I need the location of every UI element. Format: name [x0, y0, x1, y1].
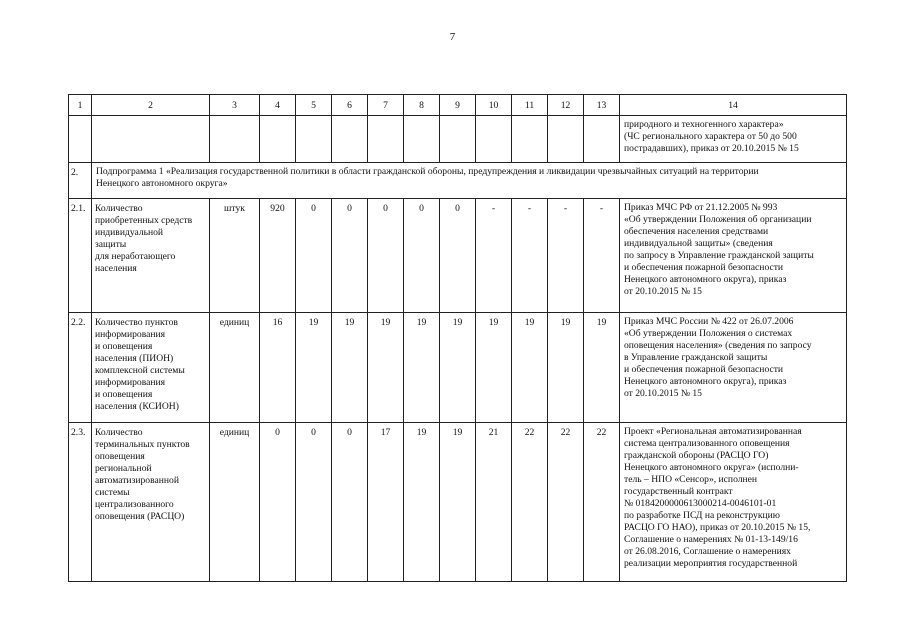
value-cell: 0: [332, 199, 368, 313]
row-index: 2.3.: [69, 423, 92, 582]
continuation-row: [69, 116, 847, 163]
source-document-cell: Проект «Региональная автоматизированная система централизованного оповещения гражданской обороны (РАСЦО ГО) Ненецкого автономного округа» (исполни- тель – НПО «Сенсор», исполнен государственный контракт № 0184200000613000214-0046101-01 по разработке ПСД на реконструкцию РАСЦО ГО НАО), приказ от 20.10.2015 № 15, Соглашение о намерениях № 01-13-149/16 от 26.08.2016, Соглашение о намерениях реализации мероприятия государственной: [620, 423, 847, 582]
value-cell: 22: [548, 423, 584, 582]
header-cell: 6: [332, 95, 368, 116]
value-cell: 19: [368, 313, 404, 423]
header-cell: 9: [440, 95, 476, 116]
value-cell: 0: [332, 423, 368, 582]
value-cell: 0: [404, 199, 440, 313]
value-cell: 0: [296, 423, 332, 582]
header-cell: 1: [69, 95, 92, 116]
header-cell: 2: [92, 95, 210, 116]
value-cell: 17: [368, 423, 404, 582]
row-index: 2.2.: [69, 313, 92, 423]
header-row: [69, 95, 847, 116]
source-document-cell: Приказ МЧС РФ от 21.12.2005 № 993 «Об утверждении Положения об организации обеспечения населения средствами индивидуальной защиты» (сведения по запросу в Управление гражданской защиты и обеспечения пожарной безопасности Ненецкого автономного округа), приказ от 20.10.2015 № 15: [620, 199, 847, 313]
unit-cell: штук: [210, 199, 260, 313]
table-row: [69, 423, 847, 582]
value-cell: 0: [368, 199, 404, 313]
indicators-table: [68, 94, 847, 582]
header-cell: 12: [548, 95, 584, 116]
value-cell: 19: [440, 313, 476, 423]
table-row: [69, 313, 847, 423]
header-cell: 4: [260, 95, 296, 116]
indicator-name: Количество терминальных пунктов оповещения региональной автоматизированной системы централизованного оповещения (РАСЦО): [92, 423, 210, 582]
subprogram-title: Подпрограмма 1 «Реализация государственной политики в области гражданской обороны, предупреждения и ликвидации чрезвычайных ситуаций на территории Ненецкого автономного округа»: [92, 163, 847, 199]
value-cell: 0: [440, 199, 476, 313]
unit-cell: единиц: [210, 313, 260, 423]
value-cell: 19: [332, 313, 368, 423]
indicator-name: Количество приобретенных средств индивидуальной защиты для неработающего населения: [92, 199, 210, 313]
value-cell: 22: [584, 423, 620, 582]
unit-cell: единиц: [210, 423, 260, 582]
source-document-cell: Приказ МЧС России № 422 от 26.07.2006 «Об утверждении Положения о системах оповещения населения» (сведения по запросу в Управление гражданской защиты и обеспечения пожарной безопасности Ненецкого автономного округа), приказ от 20.10.2015 № 15: [620, 313, 847, 423]
value-cell: 0: [296, 199, 332, 313]
table-row: [69, 199, 847, 313]
header-cell: 10: [476, 95, 512, 116]
doc-line: пострадавших), приказ от 20.10.2015 № 15: [624, 143, 799, 154]
header-cell: 3: [210, 95, 260, 116]
header-cell: 11: [512, 95, 548, 116]
row-index: 2.: [69, 163, 92, 199]
page-number: 7: [449, 31, 456, 43]
header-cell: 5: [296, 95, 332, 116]
header-cell: 14: [620, 95, 847, 116]
value-cell: 16: [260, 313, 296, 423]
continuation-doc-cell: [620, 116, 847, 163]
value-cell: 19: [476, 313, 512, 423]
value-cell: 920: [260, 199, 296, 313]
value-cell: 19: [440, 423, 476, 582]
value-cell: 22: [512, 423, 548, 582]
value-cell: 19: [296, 313, 332, 423]
value-cell: -: [476, 199, 512, 313]
row-index: 2.1.: [69, 199, 92, 313]
value-cell: -: [548, 199, 584, 313]
doc-line: (ЧС регионального характера от 50 до 500: [624, 131, 797, 142]
header-cell: 8: [404, 95, 440, 116]
value-cell: 19: [404, 423, 440, 582]
indicator-name: Количество пунктов информирования и оповещения населения (ПИОН) комплексной системы информирования и оповещения населения (КСИОН): [92, 313, 210, 423]
doc-line: природного и техногенного характера»: [624, 119, 784, 130]
value-cell: 19: [512, 313, 548, 423]
subprogram-row: [69, 163, 847, 199]
header-cell: 7: [368, 95, 404, 116]
value-cell: 0: [260, 423, 296, 582]
value-cell: 19: [548, 313, 584, 423]
value-cell: 21: [476, 423, 512, 582]
value-cell: 19: [404, 313, 440, 423]
value-cell: -: [512, 199, 548, 313]
header-cell: 13: [584, 95, 620, 116]
value-cell: 19: [584, 313, 620, 423]
value-cell: -: [584, 199, 620, 313]
